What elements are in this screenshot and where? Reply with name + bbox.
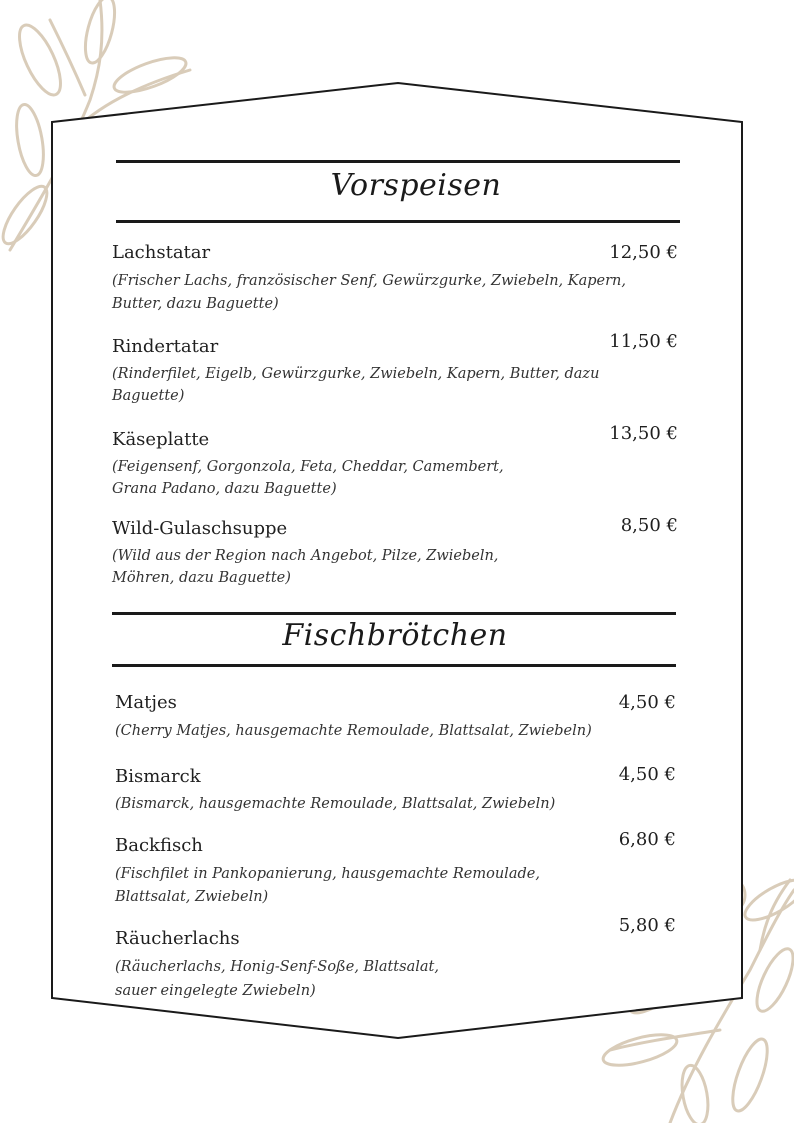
item-price: 12,50 € bbox=[609, 242, 678, 263]
item-price: 13,50 € bbox=[609, 423, 678, 444]
item-name: Bismarck bbox=[115, 766, 201, 787]
item-name: Lachstatar bbox=[112, 242, 211, 263]
item-description: Butter, dazu Baguette) bbox=[112, 296, 279, 312]
item-description: Möhren, dazu Baguette) bbox=[112, 570, 291, 586]
item-description: (Frischer Lachs, französischer Senf, Gewürzgurke, Zwiebeln, Kapern, bbox=[112, 273, 626, 289]
item-price: 11,50 € bbox=[609, 331, 678, 352]
item-price: 4,50 € bbox=[618, 692, 676, 713]
section-title: Vorspeisen bbox=[330, 168, 502, 203]
item-description: (Bismarck, hausgemachte Remoulade, Blattsalat, Zwiebeln) bbox=[115, 796, 556, 812]
item-description: Baguette) bbox=[112, 388, 185, 404]
section-rule-top bbox=[116, 160, 680, 163]
section-rule-top bbox=[112, 612, 676, 615]
item-name: Wild-Gulaschsuppe bbox=[112, 518, 288, 539]
item-name: Rindertatar bbox=[112, 336, 219, 357]
item-price: 8,50 € bbox=[620, 515, 678, 536]
item-price: 6,80 € bbox=[618, 829, 676, 850]
item-description: Grana Padano, dazu Baguette) bbox=[112, 481, 337, 497]
item-name: Matjes bbox=[115, 692, 177, 713]
item-description: (Wild aus der Region nach Angebot, Pilze, Zwiebeln, bbox=[112, 548, 499, 564]
item-description: (Cherry Matjes, hausgemachte Remoulade, Blattsalat, Zwiebeln) bbox=[115, 723, 592, 739]
item-description: (Feigensenf, Gorgonzola, Feta, Cheddar, Camembert, bbox=[112, 459, 504, 475]
item-price: 4,50 € bbox=[618, 764, 676, 785]
section-title: Fischbrötchen bbox=[282, 618, 508, 653]
section-rule-bottom bbox=[116, 220, 680, 223]
item-description: sauer eingelegte Zwiebeln) bbox=[115, 983, 316, 999]
item-description: (Rinderfilet, Eigelb, Gewürzgurke, Zwiebeln, Kapern, Butter, dazu bbox=[112, 366, 600, 382]
section-rule-bottom bbox=[112, 664, 676, 667]
item-description: (Fischfilet in Pankopanierung, hausgemachte Remoulade, bbox=[115, 866, 540, 882]
item-price: 5,80 € bbox=[618, 915, 676, 936]
item-description: Blattsalat, Zwiebeln) bbox=[115, 889, 269, 905]
item-name: Räucherlachs bbox=[115, 928, 240, 949]
item-description: (Räucherlachs, Honig-Senf-Soße, Blattsalat, bbox=[115, 959, 439, 975]
item-name: Käseplatte bbox=[112, 429, 210, 450]
item-name: Backfisch bbox=[115, 835, 203, 856]
